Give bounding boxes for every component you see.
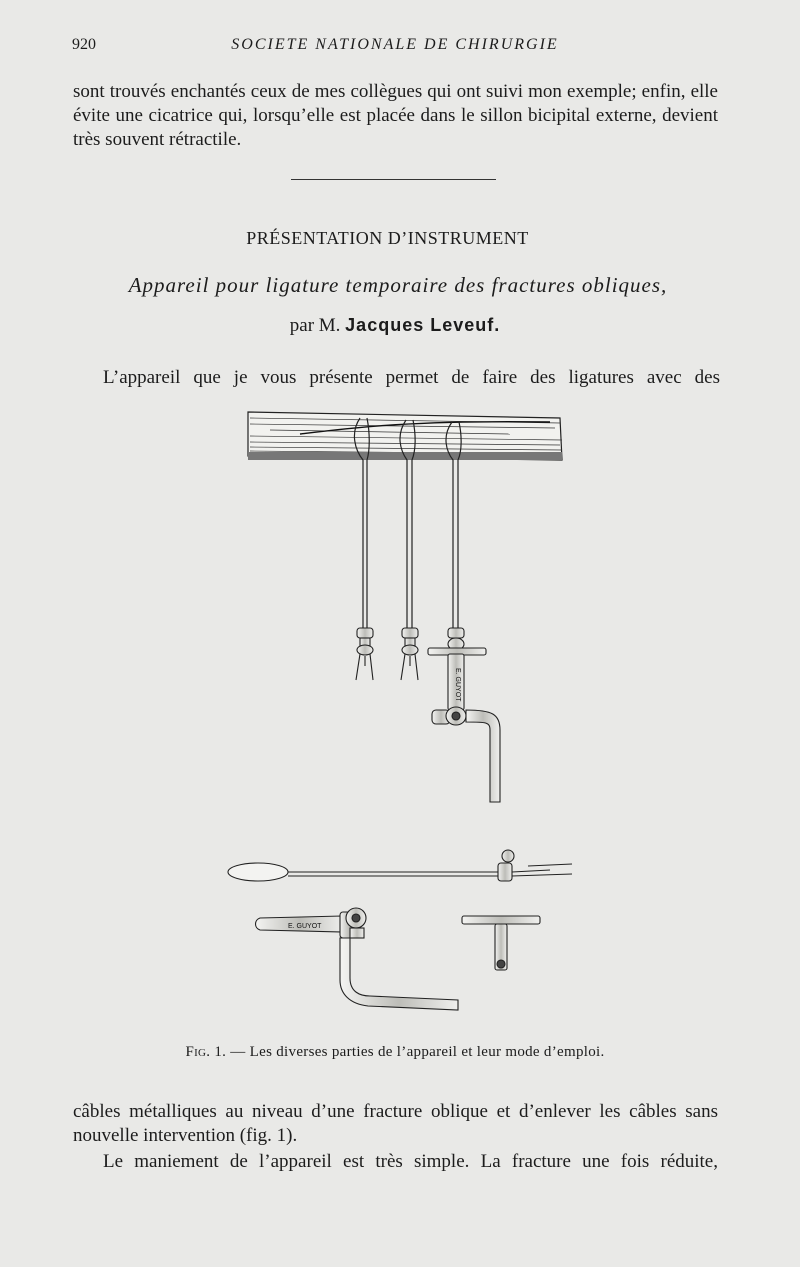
loop-passer-tool — [228, 850, 572, 881]
page-number: 920 — [72, 36, 96, 53]
section-divider — [291, 179, 496, 180]
caption-label: Fig. 1. — [185, 1044, 227, 1060]
handle-crank-tool — [256, 908, 459, 1010]
byline — [0, 315, 790, 337]
section-title: PRÉSENTATION D’INSTRUMENT — [246, 228, 529, 248]
opening-paragraph: sont trouvés enchantés ceux de mes collègues qui ont suivi mon exemple; enfin, elle évite une cicatrice qui, lorsqu’elle est placée dans le sillon bicipital externe, devient très souvent rétractile. — [73, 81, 718, 150]
crank-tightener — [428, 628, 500, 802]
fractured-bone-drawing — [248, 412, 562, 460]
closing-paragraph-next-line: Le maniement de l’appareil est très simple. La fracture une fois réduite, — [103, 1151, 718, 1172]
cable-clamp — [401, 628, 418, 680]
figure-caption — [0, 1044, 790, 1061]
figure-illustration — [210, 398, 590, 1018]
author-name: Jacques Leveuf. — [345, 315, 501, 335]
article-title: Appareil pour ligature temporaire des fractures obliques, — [128, 273, 668, 297]
cable-clamp — [356, 628, 373, 680]
intro-line: L’appareil que je vous présente permet de faire des ligatures avec des — [103, 367, 720, 388]
byline-prefix: par M. — [289, 315, 341, 336]
engraved-label: E. GUYOT — [288, 923, 322, 930]
running-head — [72, 36, 718, 58]
engraved-label: E. GUYOT — [454, 668, 461, 702]
t-key-tool — [462, 916, 540, 970]
caption-text: — Les diverses parties de l’appareil et leur mode d’emploi. — [226, 1044, 605, 1060]
journal-title: SOCIETE NATIONALE DE CHIRURGIE — [231, 36, 559, 53]
closing-paragraph-continuation: câbles métalliques au niveau d’une fracture oblique et d’enlever les câbles sans nouvelle intervention (fig. 1). — [73, 1101, 718, 1146]
